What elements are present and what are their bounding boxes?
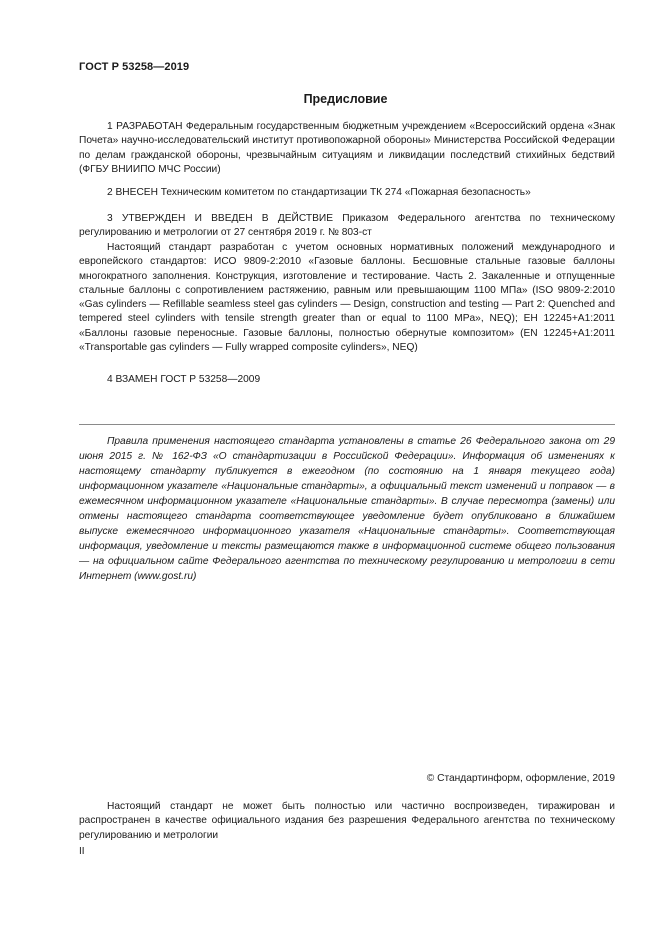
paragraph-replaces: 4 ВЗАМЕН ГОСТ Р 53258—2009	[107, 374, 261, 385]
paragraph-international-basis: Настоящий стандарт разработан с учетом основных нормативных положений международного и европейского стандартов: ИСО 9809-2:2010 «Газовые баллоны. Бесшовные стальные газовые баллоны многократного заполнения. Конструкция, изготовление и тестирование. Часть 2. Закаленные и отпущенные стальные баллоны с сопротивлением растяжению, равным или превышающим 1100 МПа» (ISO 9809-2:2010 «Gas cylinders — Refillable seamless steel gas cylinders — Design, construction and testing — Part 2: Quenched and tempered steel cylinders with tensile strength greater than or equal to 1100 MPa», NEQ); ЕН 12245+А1:2011 «Баллоны газовые переносные. Газовые баллоны, полностью обернутые композитом» (EN 12245+A1:2011 «Transportable gas cylinders — Fully wrapped composite cylinders», NEQ)	[79, 242, 615, 354]
standard-code-header: ГОСТ Р 53258—2019	[79, 61, 190, 73]
foreword-title: Предисловие	[303, 92, 388, 106]
paragraph-developed-by: 1 РАЗРАБОТАН Федеральным государственным бюджетным учреждением «Всероссийский ордена «Знак Почета» научно-исследовательский институт противопожарной обороны» Министерства Российской Федерации по делам гражданской обороны, чрезвычайным ситуациям и ликвидации последствий стихийных бедствий (ФГБУ ВНИИПО МЧС России)	[79, 121, 615, 175]
reproduction-notice: Настоящий стандарт не может быть полностью или частично воспроизведен, тиражирован и распространен в качестве официального издания без разрешения Федерального агентства по техническому регулированию и метрологии	[79, 801, 615, 841]
copyright-line: © Стандартинформ, оформление, 2019	[426, 773, 615, 784]
paragraph-introduced-by: 2 ВНЕСЕН Техническим комитетом по стандартизации ТК 274 «Пожарная безопасность»	[107, 187, 531, 198]
paragraph-approved: 3 УТВЕРЖДЕН И ВВЕДЕН В ДЕЙСТВИЕ Приказом Федерального агентства по техническому регулированию и метрологии от 27 сентября 2019 г. № 803-ст	[79, 213, 615, 239]
page-number: II	[79, 846, 85, 857]
notice-text: Правила применения настоящего стандарта установлены в статье 26 Федерального закона от 29 июня 2015 г. № 162-ФЗ «О стандартизации в Российской Федерации». Информация об изменениях к настоящему стандарту публикуется в ежегодном (по состоянию на 1 января текущего года) информационном указателе «Национальные стандарты», а официальный текст изменений и поправок — в ежемесячном информационном указателе «Национальные стандарты». В случае пересмотра (замены) или отмены настоящего стандарта соответствующее уведомление будет опубликовано в ближайшем выпуске ежемесячного информационного указателя «Национальные стандарты». Соответствующая информация, уведомление и тексты размещаются также в информационной системе общего пользования — на официальном сайте Федерального агентства по техническому регулированию и метрологии в сети Интернет (www.gost.ru)	[79, 436, 615, 582]
application-rules-notice	[79, 424, 615, 584]
